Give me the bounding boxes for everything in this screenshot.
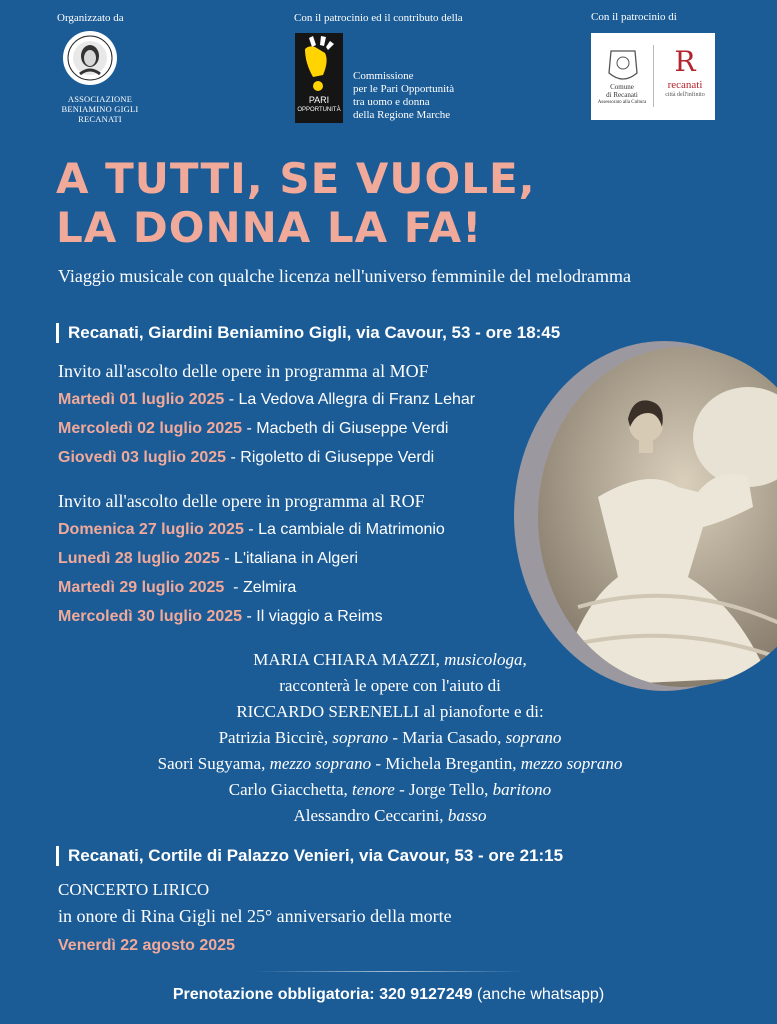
patronage-label: Con il patrocinio di bbox=[591, 11, 677, 23]
event-rof-3: Martedì 29 luglio 2025 - Zelmira bbox=[58, 579, 297, 596]
invite-rof: Invito all'ascolto delle opere in programma al ROF bbox=[58, 491, 425, 511]
event-mof-2: Mercoledì 02 luglio 2025 - Macbeth di Giuseppe Verdi bbox=[58, 420, 449, 437]
divider bbox=[255, 971, 525, 972]
credit-pianist: RICCARDO SERENELLI al pianoforte e di: bbox=[236, 702, 544, 721]
association-logo bbox=[62, 30, 118, 86]
credit-intro: racconterà le opere con l'aiuto di bbox=[279, 676, 501, 695]
event-rof-1: Domenica 27 luglio 2025 - La cambiale di Matrimonio bbox=[58, 521, 445, 538]
venue-giardini: Recanati, Giardini Beniamino Gigli, via Cavour, 53 - ore 18:45 bbox=[56, 323, 560, 343]
patronage-contribution-label: Con il patrocinio ed il contributo della bbox=[294, 12, 463, 24]
performers-line-3: Carlo Giacchetta, tenore - Jorge Tello, baritono bbox=[228, 780, 552, 799]
pari-opportunita-logo: PARI OPPORTUNITÀ bbox=[295, 33, 343, 123]
commission-text: Commissione per le Pari Opportunità tra uomo e donna della Regione Marche bbox=[353, 70, 455, 121]
credit-musicologist: MARIA CHIARA MAZZI, musicologa, bbox=[253, 650, 527, 669]
invite-mof: Invito all'ascolto delle opere in programma al MOF bbox=[58, 361, 429, 381]
performers-line-1: Patrizia Biccirè, soprano - Maria Casado, soprano bbox=[218, 728, 562, 747]
association-name: ASSOCIAZIONE BENIAMINO GIGLI RECANATI bbox=[61, 94, 139, 124]
concert-date: Venerdì 22 agosto 2025 bbox=[58, 937, 235, 954]
event-mof-3: Giovedì 03 luglio 2025 - Rigoletto di Giuseppe Verdi bbox=[58, 449, 435, 466]
performers-line-2: Saori Sugyama, mezzo soprano - Michela Bregantin, mezzo soprano bbox=[157, 754, 623, 773]
event-rof-2: Lunedì 28 luglio 2025 - L'italiana in Algeri bbox=[58, 550, 359, 567]
performers-line-4: Alessandro Ceccarini, basso bbox=[293, 806, 487, 825]
concert-title: CONCERTO LIRICO bbox=[58, 880, 210, 899]
event-rof-4: Mercoledì 30 luglio 2025 - Il viaggio a Reims bbox=[58, 608, 383, 625]
venue-palazzo-venieri: Recanati, Cortile di Palazzo Venieri, via Cavour, 53 - ore 21:15 bbox=[56, 846, 563, 866]
page-title: A TUTTI, SE VUOLE, LA DONNA LA FA! bbox=[56, 154, 536, 252]
organized-by-label: Organizzato da bbox=[57, 12, 124, 24]
concert-subtitle: in onore di Rina Gigli nel 25° anniversario della morte bbox=[58, 906, 452, 926]
comune-recanati-logo: Comune di Recanati Assessorato alla Cultura R recanati città dell'infinito bbox=[591, 33, 715, 120]
event-mof-1: Martedì 01 luglio 2025 - La Vedova Allegra di Franz Lehar bbox=[58, 391, 476, 408]
recanati-brand: R recanati città dell'infinito bbox=[665, 45, 705, 98]
booking-info: Prenotazione obbligatoria: 320 9127249 (anche whatsapp) bbox=[172, 986, 605, 1003]
subtitle: Viaggio musicale con qualche licenza nell'universo femminile del melodramma bbox=[58, 266, 631, 286]
